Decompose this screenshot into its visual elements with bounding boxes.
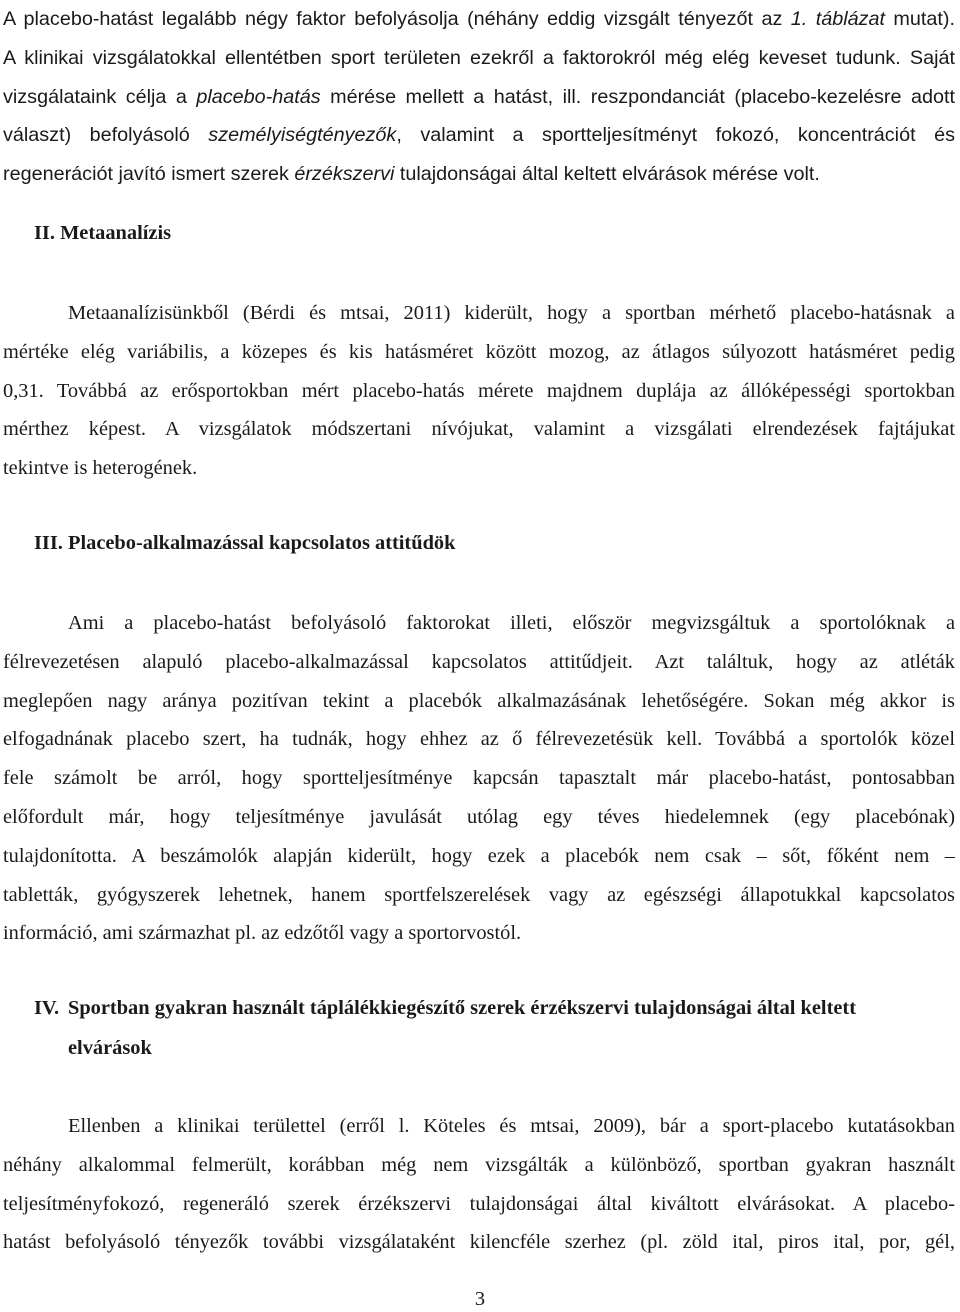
section-number: IV.	[34, 997, 60, 1019]
intro-line: A placebo-hatást legalább négy faktor befolyásolja (néhány eddig vizsgált tényezőt az 1. táblázat mutat).	[3, 8, 955, 30]
paragraph-line: mérthez képest. A vizsgálatok módszertani nívójukat, valamint a vizsgálati elrendezések fajtájukat	[3, 418, 955, 441]
paragraph-line: teljesítményfokozó, regeneráló szerek érzékszervi tulajdonságai által kiváltott elvárásokat. A placebo-	[3, 1192, 955, 1215]
emphasis: személyiségtényezők	[208, 124, 397, 147]
section-title-line: Sportban gyakran használt táplálékkiegészítő szerek érzékszervi tulajdonságai által keltett	[68, 997, 857, 1019]
paragraph-line: 0,31. Továbbá az erősportokban mért placebo-hatás mérete majdnem duplája az állóképességi sportokban	[3, 379, 955, 402]
metaanalysis-paragraph	[3, 294, 955, 488]
paragraph-line: elfogadnának placebo szert, ha tudnák, hogy ehhez az ő félrevezetésük kell. Továbbá a sportolók közel	[3, 728, 955, 751]
expectations-paragraph	[3, 1107, 955, 1262]
page-number: 3	[474, 1288, 486, 1310]
intro-line: vizsgálataink célja a placebo-hatás mérése mellett a hatást, ill. reszpondanciát (placebo-kezelésre adott	[3, 85, 955, 108]
section-heading-metaanalysis: II. Metaanalízis	[34, 222, 172, 244]
paragraph-line: tabletták, gyógyszerek lehetnek, hanem sportfelszerelések vagy az egészségi állapotukkal kapcsolatos	[3, 883, 955, 906]
paragraph-line: Ellenben a klinikai területtel (erről l. Köteles és mtsai, 2009), bár a sport-placebo kutatásokban	[68, 1115, 955, 1137]
emphasis: érzékszervi	[294, 163, 395, 186]
paragraph-line: fele számolt be arról, hogy sportteljesítménye kapcsán tapasztalt már placebo-hatást, pontosabban	[3, 767, 955, 790]
paragraph-line: információ, ami származhat pl. az edzőtől vagy a sportorvostól.	[3, 922, 522, 945]
section-heading-expectations	[0, 997, 960, 1077]
paragraph-line: hatást befolyásoló tényezők további vizsgálataként kilencféle szerhez (pl. zöld ital, piros ital, por, gél,	[3, 1231, 955, 1254]
intro-line: regenerációt javító ismert szerek érzékszervi tulajdonságai által keltett elvárások mérése volt.	[3, 163, 820, 186]
paragraph-line: tekintve is heterogének.	[3, 457, 198, 480]
section-title-line: elvárások	[68, 1037, 152, 1059]
table-reference: 1. táblázat	[790, 8, 885, 30]
section-number: III.	[34, 532, 63, 554]
paragraph-line: félrevezetésen alapuló placebo-alkalmazással kapcsolatos attitűdjeit. Azt találtuk, hogy az atléták	[3, 650, 955, 673]
intro-paragraph	[3, 0, 955, 194]
intro-line: választ) befolyásoló személyiségtényezők, valamint a sportteljesítményt fokozó, koncentrációt és	[3, 124, 955, 147]
paragraph-line: előfordult már, hogy teljesítménye javulását utólag egy téves hiedelemnek (egy placebónak)	[3, 805, 955, 828]
paragraph-line: meglepően nagy aránya pozitívan tekint a placebók alkalmazásának lehetőségére. Sokan még akkor is	[3, 689, 955, 712]
intro-line: A klinikai vizsgálatokkal ellentétben sport területen ezekről a faktorokról még elég keveset tudunk. Saját	[3, 46, 955, 69]
paragraph-line: tulajdonította. A beszámolók alapján kiderült, hogy ezek a placebók nem csak – sőt, főként nem –	[3, 844, 955, 867]
paragraph-line: Ami a placebo-hatást befolyásoló faktorokat illeti, először megvizsgáltuk a sportolóknak a	[68, 612, 955, 634]
paragraph-line: néhány alkalommal felmerült, korábban még nem vizsgálták a különböző, sportban gyakran használt	[3, 1153, 955, 1176]
paragraph-line: Metaanalízisünkből (Bérdi és mtsai, 2011) kiderült, hogy a sportban mérhető placebo-hatásnak a	[68, 302, 955, 324]
emphasis: placebo-hatás	[196, 85, 321, 108]
attitudes-paragraph	[3, 604, 955, 953]
section-title: Placebo-alkalmazással kapcsolatos attitűdök	[68, 532, 456, 554]
paragraph-line: mértéke elég variábilis, a közepes és kis hatásméret között mozog, az átlagos súlyozott hatásméret pedig	[3, 340, 955, 363]
